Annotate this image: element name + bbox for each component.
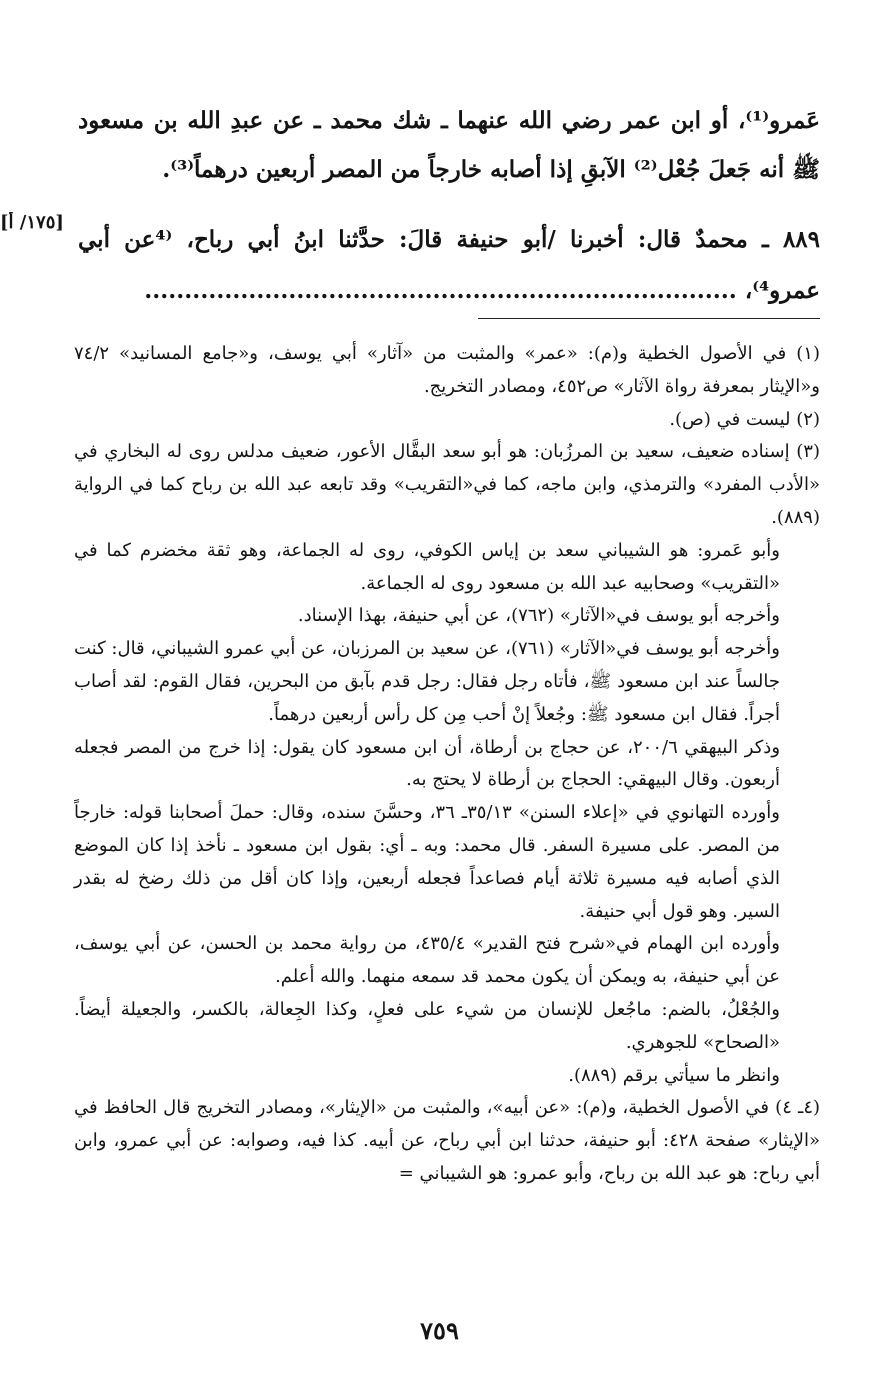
main-paragraph-1: عَمرو⁽¹⁾، أو ابن عمر رضي الله عنهما ـ شك محمد ـ عن عبدِ الله بن مسعود ﷺ أنه جَعلَ جُعْل⁽²⁾ الآبقِ إذا أصابه خارجاً من المصر أربعين درهماً⁽³⁾. — [78, 107, 820, 183]
footnote-separator — [478, 318, 820, 319]
footnote-4: (٤ـ ٤) في الأصول الخطية، و(م): «عن أبيه»، والمثبت من «الإيثار»، ومصادر التخريج قال الحافظ في «الإيثار» صفحة ٤٢٨: أبو حنيفة، حدثنا ابن أبي رباح، عن أبيه. كذا فيه، وصوابه: عن أبي عمرو، وابن أبي رباح: هو عبد الله بن رباح، وأبو عمرو: هو الشيباني = — [74, 1097, 821, 1184]
footnote-3-para-6: وأورده التهانوي في «إعلاء السنن» ٣٥/١٣ـ ٣٦، وحسَّنَ سنده، وقال: حملَ أصحابنا قوله: خارجاً من المصر. على مسيرة السفر. قال محمد: وبه ـ أي: بقول ابن مسعود ـ نأخذ إذا كان الموضع الذي أصابه فيه مسيرة ثلاثة أيام فصاعداً فجعله أربعين، وإذا كان أقل من ذلك رضخ له بقدر السير. وهو قول أبي حنيفة. — [74, 802, 780, 922]
footnote-3-para-8: والجُعْلُ، بالضم: ماجُعل للإنسان من شيء على فعلٍ، وكذا الجِعالة، بالكسر، والجعيلة أيضاً. «الصحاح» للجوهري. — [74, 998, 780, 1053]
page-number: ٧٥٩ — [420, 1316, 459, 1345]
footnote-3-para-3: وأخرجه أبو يوسف في«الآثار» (٧٦٢)، عن أبي حنيفة، بهذا الإسناد. — [297, 605, 780, 627]
hadith-889: ٨٨٩ ـ محمدٌ قال: أخبرنا /أبو حنيفة قالَ: حدَّثنا ابنُ أبي رباح، ⁽⁴عن أبي عمرو⁴⁾، .......................................................................... — [78, 226, 820, 304]
footnote-2: (٢) ليست في (ص). — [669, 408, 820, 430]
footnote-3-para-2: وأبو عَمرو: هو الشيباني سعد بن إياس الكوفي، روى له الجماعة، وهو ثقة مخضرم كما في «التقريب» وصحابيه عبد الله بن مسعود روى له الجماعة. — [74, 539, 780, 594]
footnote-3-para-7: وأورده ابن الهمام في«شرح فتح القدير» ٤٣٥/٤، من رواية محمد بن الحسن، عن أبي يوسف، عن أبي حنيفة، به ويمكن أن يكون محمد قد سمعه منهما. والله أعلم. — [74, 933, 780, 988]
footnote-3-para-9: وانظر ما سيأتي برقم (٨٨٩). — [568, 1064, 780, 1086]
footnote-3-para-5: وذكر البيهقي ٢٠٠/٦، عن حجاج بن أرطاة، أن ابن مسعود كان يقول: إذا خرج من المصر فجعله أربعون. وقال البيهقي: الحجاج بن أرطاة لا يحتج به. — [74, 736, 781, 791]
footnote-3: (٣) إسناده ضعيف، سعيد بن المرزُبان: هو أبو سعد البقَّال الأعور، ضعيف مدلس روى له البخاري في «الأدب المفرد» والترمذي، وابن ماجه، كما في«التقريب» وقد تابعه عبد الله بن رباح كما في الرواية (٨٨٩). — [74, 441, 820, 528]
manuscript-margin-note: [١٧٥/ أ] — [0, 212, 64, 233]
footnote-1: (١) في الأصول الخطية و(م): «عمر» والمثبت من «آثار» أبي يوسف، و«جامع المسانيد» ٧٤/٢ و«الإيثار بمعرفة رواة الآثار» ص٤٥٢، ومصادر التخريج. — [74, 343, 820, 397]
footnotes — [74, 338, 820, 1191]
main-text — [78, 96, 820, 316]
footnote-3-para-4: وأخرجه أبو يوسف في«الآثار» (٧٦١)، عن سعيد بن المرزبان، عن أبي عمرو الشيباني، قال: كنت جالساً عند ابن مسعود ﷺ، فأتاه رجل فقال: رجل قدم بآبق من البحرين، فقال القوم: لقد أصاب أجراً. فقال ابن مسعود ﷺ: وجُعلاً إنْ أحب مِن كل رأس أربعين درهماً. — [74, 638, 781, 725]
